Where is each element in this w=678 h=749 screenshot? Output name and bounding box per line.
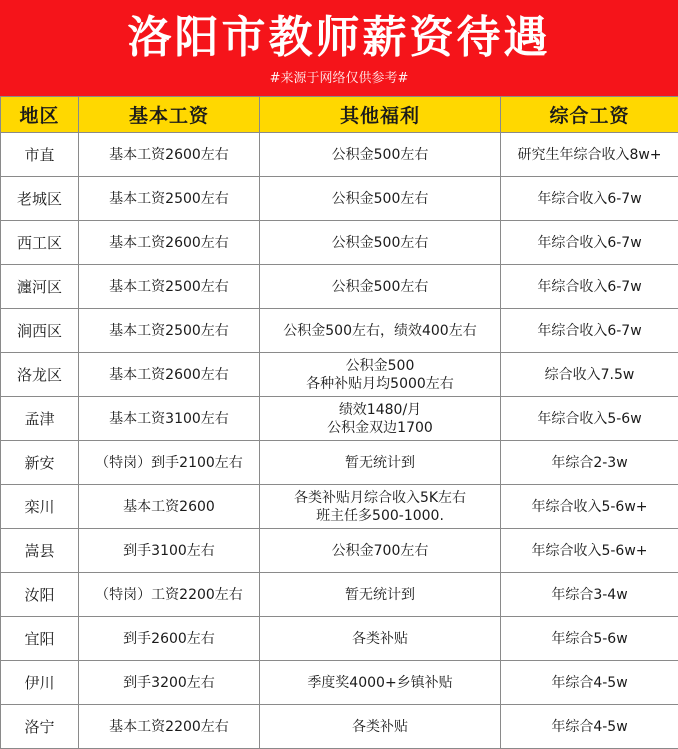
benefit-line: 公积金700左右 bbox=[262, 542, 498, 560]
cell-region: 老城区 bbox=[1, 177, 79, 221]
cell-total-salary: 年综合5-6w bbox=[501, 617, 678, 661]
cell-region: 瀍河区 bbox=[1, 265, 79, 309]
column-header-benefits: 其他福利 bbox=[260, 97, 501, 133]
cell-region: 宜阳 bbox=[1, 617, 79, 661]
source-note: #来源于网络仅供参考# bbox=[0, 70, 678, 88]
title-banner bbox=[0, 0, 678, 96]
table-row bbox=[1, 617, 678, 661]
table-row bbox=[1, 397, 678, 441]
benefit-line: 公积金500左右 bbox=[262, 234, 498, 252]
benefit-line: 暂无统计到 bbox=[262, 586, 498, 604]
cell-benefits bbox=[260, 441, 501, 485]
benefit-line: 公积金500左右 bbox=[262, 190, 498, 208]
cell-total-salary: 年综合4-5w bbox=[501, 661, 678, 705]
benefit-line: 公积金500左右 bbox=[262, 278, 498, 296]
table-row bbox=[1, 221, 678, 265]
benefit-line: 公积金500左右 bbox=[262, 146, 498, 164]
cell-benefits bbox=[260, 705, 501, 749]
table-row bbox=[1, 705, 678, 749]
benefit-line: 班主任多500-1000. bbox=[262, 507, 498, 525]
cell-benefits bbox=[260, 265, 501, 309]
cell-base-salary: 基本工资2600左右 bbox=[79, 221, 260, 265]
table-row bbox=[1, 177, 678, 221]
table-row bbox=[1, 353, 678, 397]
salary-table bbox=[0, 96, 678, 749]
cell-base-salary: 基本工资2600左右 bbox=[79, 133, 260, 177]
cell-region: 孟津 bbox=[1, 397, 79, 441]
cell-region: 栾川 bbox=[1, 485, 79, 529]
cell-total-salary: 研究生年综合收入8w+ bbox=[501, 133, 678, 177]
table-body bbox=[1, 133, 678, 749]
cell-region: 洛龙区 bbox=[1, 353, 79, 397]
benefit-line: 公积金双边1700 bbox=[262, 419, 498, 437]
cell-total-salary: 年综合3-4w bbox=[501, 573, 678, 617]
cell-total-salary: 年综合收入5-6w+ bbox=[501, 529, 678, 573]
table-row bbox=[1, 441, 678, 485]
cell-benefits bbox=[260, 353, 501, 397]
benefit-line: 各类补贴 bbox=[262, 630, 498, 648]
benefit-line: 绩效1480/月 bbox=[262, 401, 498, 419]
table-row bbox=[1, 661, 678, 705]
benefit-line: 暂无统计到 bbox=[262, 454, 498, 472]
cell-base-salary: 到手3100左右 bbox=[79, 529, 260, 573]
table-row bbox=[1, 265, 678, 309]
cell-base-salary: 基本工资2500左右 bbox=[79, 265, 260, 309]
column-header-base-salary: 基本工资 bbox=[79, 97, 260, 133]
cell-total-salary: 年综合2-3w bbox=[501, 441, 678, 485]
cell-region: 西工区 bbox=[1, 221, 79, 265]
cell-region: 汝阳 bbox=[1, 573, 79, 617]
table-row bbox=[1, 485, 678, 529]
cell-total-salary: 年综合收入5-6w bbox=[501, 397, 678, 441]
table-row bbox=[1, 133, 678, 177]
benefit-line: 公积金500 bbox=[262, 357, 498, 375]
cell-region: 涧西区 bbox=[1, 309, 79, 353]
cell-benefits bbox=[260, 221, 501, 265]
cell-base-salary: 基本工资2500左右 bbox=[79, 177, 260, 221]
benefit-line: 各类补贴 bbox=[262, 718, 498, 736]
cell-base-salary: 基本工资2600左右 bbox=[79, 353, 260, 397]
cell-total-salary: 年综合收入6-7w bbox=[501, 177, 678, 221]
table-row bbox=[1, 529, 678, 573]
page-title: 洛阳市教师薪资待遇 bbox=[0, 8, 678, 68]
cell-base-salary: 基本工资2500左右 bbox=[79, 309, 260, 353]
cell-total-salary: 年综合收入5-6w+ bbox=[501, 485, 678, 529]
cell-total-salary: 综合收入7.5w bbox=[501, 353, 678, 397]
cell-region: 洛宁 bbox=[1, 705, 79, 749]
cell-region: 嵩县 bbox=[1, 529, 79, 573]
cell-benefits bbox=[260, 573, 501, 617]
cell-benefits bbox=[260, 133, 501, 177]
cell-base-salary: （特岗）工资2200左右 bbox=[79, 573, 260, 617]
cell-benefits bbox=[260, 617, 501, 661]
cell-total-salary: 年综合收入6-7w bbox=[501, 221, 678, 265]
column-header-total: 综合工资 bbox=[501, 97, 678, 133]
table-header-row bbox=[1, 97, 678, 133]
cell-base-salary: 基本工资2600 bbox=[79, 485, 260, 529]
cell-base-salary: 到手3200左右 bbox=[79, 661, 260, 705]
cell-base-salary: 基本工资2200左右 bbox=[79, 705, 260, 749]
benefit-line: 公积金500左右，绩效400左右 bbox=[262, 322, 498, 340]
benefit-line: 各种补贴月均5000左右 bbox=[262, 375, 498, 393]
cell-benefits bbox=[260, 309, 501, 353]
benefit-line: 季度奖4000+乡镇补贴 bbox=[262, 674, 498, 692]
cell-benefits bbox=[260, 485, 501, 529]
cell-benefits bbox=[260, 177, 501, 221]
cell-total-salary: 年综合4-5w bbox=[501, 705, 678, 749]
cell-region: 市直 bbox=[1, 133, 79, 177]
cell-total-salary: 年综合收入6-7w bbox=[501, 309, 678, 353]
cell-benefits bbox=[260, 397, 501, 441]
cell-base-salary: （特岗）到手2100左右 bbox=[79, 441, 260, 485]
cell-benefits bbox=[260, 529, 501, 573]
cell-base-salary: 基本工资3100左右 bbox=[79, 397, 260, 441]
cell-total-salary: 年综合收入6-7w bbox=[501, 265, 678, 309]
cell-region: 新安 bbox=[1, 441, 79, 485]
table-row bbox=[1, 309, 678, 353]
cell-region: 伊川 bbox=[1, 661, 79, 705]
table-row bbox=[1, 573, 678, 617]
cell-benefits bbox=[260, 661, 501, 705]
benefit-line: 各类补贴月综合收入5K左右 bbox=[262, 489, 498, 507]
cell-base-salary: 到手2600左右 bbox=[79, 617, 260, 661]
column-header-region: 地区 bbox=[1, 97, 79, 133]
